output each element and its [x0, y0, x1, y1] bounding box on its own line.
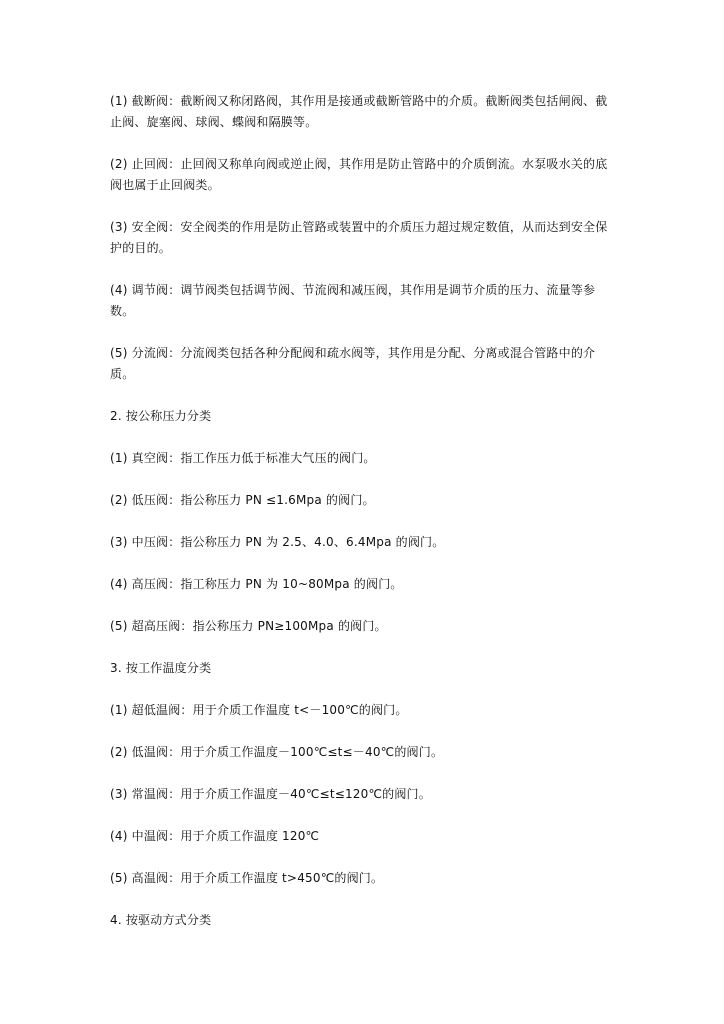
- paragraph-low-pressure-valve: (2) 低压阀：指公称压力 PN ≤1.6Mpa 的阀门。: [110, 493, 375, 507]
- paragraph-medium-temperature-valve: (4) 中温阀：用于介质工作温度 120℃: [110, 829, 320, 843]
- paragraph-high-temperature-valve: (5) 高温阀：用于介质工作温度 t>450℃的阀门。: [110, 871, 384, 885]
- paragraph-vacuum-valve: (1) 真空阀：指工作压力低于标准大气压的阀门。: [110, 451, 376, 465]
- paragraph-normal-temperature-valve: (3) 常温阀：用于介质工作温度－40℃≤t≤120℃的阀门。: [110, 787, 431, 801]
- paragraph-cryogenic-valve: (1) 超低温阀：用于介质工作温度 t<－100℃的阀门。: [110, 703, 408, 717]
- paragraph-check-valve: (2) 止回阀：止回阀又称单向阀或逆止阀，其作用是防止管路中的介质倒流。水泵吸水关的底阀也属于止回阀类。: [110, 157, 608, 192]
- paragraph-shutoff-valve: (1) 截断阀：截断阀又称闭路阀，其作用是接通或截断管路中的介质。截断阀类包括闸阀、截止阀、旋塞阀、球阀、蝶阀和隔膜等。: [110, 94, 608, 129]
- document-body: [110, 91, 618, 931]
- paragraph-ultra-high-pressure-valve: (5) 超高压阀：指公称压力 PN≥100Mpa 的阀门。: [110, 619, 387, 633]
- paragraph-high-pressure-valve: (4) 高压阀：指工称压力 PN 为 10~80Mpa 的阀门。: [110, 577, 403, 591]
- paragraph-low-temperature-valve: (2) 低温阀：用于介质工作温度－100℃≤t≤－40℃的阀门。: [110, 745, 444, 759]
- paragraph-diverter-valve: (5) 分流阀：分流阀类包括各种分配阀和疏水阀等，其作用是分配、分离或混合管路中的介质。: [110, 346, 596, 381]
- section-heading-temperature: 3. 按工作温度分类: [110, 661, 212, 675]
- paragraph-regulating-valve: (4) 调节阀：调节阀类包括调节阀、节流阀和减压阀，其作用是调节介质的压力、流量等参数。: [110, 283, 596, 318]
- paragraph-medium-pressure-valve: (3) 中压阀：指公称压力 PN 为 2.5、4.0、6.4Mpa 的阀门。: [110, 535, 445, 549]
- section-heading-pressure: 2. 按公称压力分类: [110, 409, 212, 423]
- section-heading-drive: 4. 按驱动方式分类: [110, 913, 212, 927]
- paragraph-safety-valve: (3) 安全阀：安全阀类的作用是防止管路或装置中的介质压力超过规定数值，从而达到安全保护的目的。: [110, 220, 608, 255]
